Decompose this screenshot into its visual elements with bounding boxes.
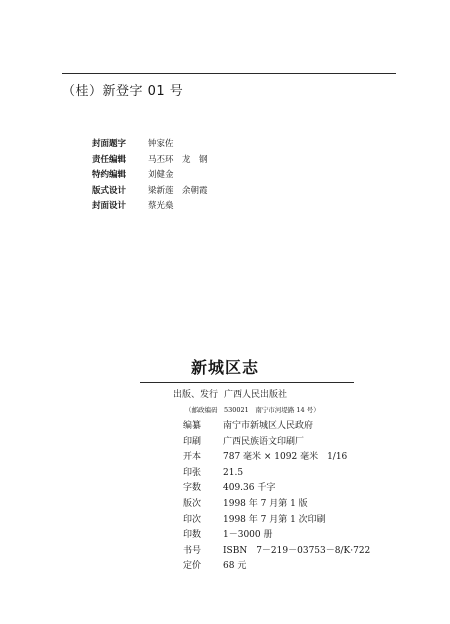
detail-label: 印次 bbox=[183, 514, 202, 525]
detail-value: 787 毫米 × 1092 毫米 1/16 bbox=[223, 452, 348, 463]
publisher-label: 出版、发行 bbox=[173, 390, 219, 400]
credit-row bbox=[92, 153, 208, 169]
credit-row bbox=[92, 168, 208, 184]
credit-name: 刘健金 bbox=[148, 170, 174, 180]
publisher-line bbox=[173, 387, 287, 400]
credit-role: 封面设计 bbox=[92, 201, 127, 211]
detail-value: 1－3000 册 bbox=[223, 530, 273, 541]
detail-value: 68 元 bbox=[223, 561, 247, 572]
credits-list bbox=[92, 137, 208, 215]
detail-label: 印张 bbox=[183, 467, 202, 478]
publisher-address: （邮政编码 530021 南宁市河堤路 14 号） bbox=[185, 406, 320, 414]
detail-label: 印数 bbox=[183, 530, 202, 541]
credit-row bbox=[92, 184, 208, 200]
credit-name: 钟家佐 bbox=[148, 139, 174, 149]
registration-number: （桂）新登字 01 号 bbox=[62, 84, 184, 99]
detail-label: 字数 bbox=[183, 483, 202, 494]
credit-row bbox=[92, 137, 208, 153]
detail-value: 21.5 bbox=[223, 467, 244, 478]
detail-row bbox=[183, 559, 370, 575]
detail-label: 印刷 bbox=[183, 436, 202, 447]
detail-row bbox=[183, 513, 370, 529]
credit-name: 马丕环 龙 钢 bbox=[148, 154, 208, 165]
publication-details bbox=[183, 419, 370, 575]
detail-row bbox=[183, 528, 370, 544]
top-rule bbox=[62, 73, 396, 74]
detail-value: 南宁市新城区人民政府 bbox=[223, 421, 314, 431]
detail-label: 定价 bbox=[183, 561, 202, 572]
credit-role: 版式设计 bbox=[92, 185, 127, 196]
credit-name: 梁新莲 余朝霞 bbox=[148, 185, 208, 196]
detail-row bbox=[183, 419, 370, 435]
title-rule bbox=[140, 382, 354, 383]
credit-role: 封面题字 bbox=[92, 139, 127, 149]
detail-row bbox=[183, 435, 370, 451]
detail-label: 版次 bbox=[183, 498, 202, 509]
detail-value: 1998 年 7 月第 1 次印刷 bbox=[223, 514, 326, 525]
detail-value: 广西民族语文印刷厂 bbox=[223, 436, 305, 447]
publisher-name: 广西人民出版社 bbox=[224, 390, 288, 400]
detail-label: 开本 bbox=[183, 452, 202, 463]
detail-row bbox=[183, 544, 370, 560]
detail-row bbox=[183, 466, 370, 482]
detail-row bbox=[183, 450, 370, 466]
detail-label: 编纂 bbox=[183, 421, 202, 431]
detail-label: 书号 bbox=[183, 545, 202, 556]
credit-row bbox=[92, 199, 208, 215]
credit-name: 蔡光燊 bbox=[148, 201, 174, 211]
credit-role: 特约编辑 bbox=[92, 170, 127, 180]
book-title: 新城区志 bbox=[190, 358, 259, 377]
detail-row bbox=[183, 481, 370, 497]
detail-value: ISBN 7－219－03753－8/K·722 bbox=[223, 545, 371, 556]
detail-value: 1998 年 7 月第 1 版 bbox=[223, 498, 308, 509]
detail-value: 409.36 千字 bbox=[223, 483, 276, 494]
credit-role: 责任编辑 bbox=[92, 154, 127, 165]
detail-row bbox=[183, 497, 370, 513]
